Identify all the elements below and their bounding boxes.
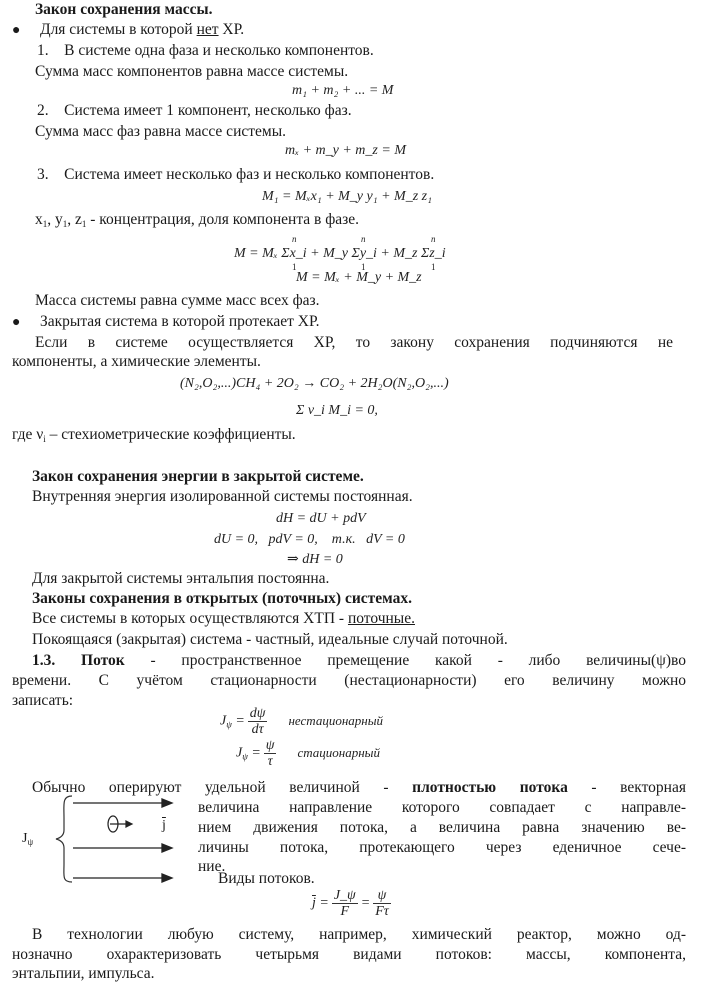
case-1-sum-text: Сумма масс компонентов равна массе системы.	[35, 63, 349, 80]
flow-arrow	[73, 799, 172, 807]
final-line-3: энтальпии, импульса.	[12, 965, 155, 982]
flow-definition-line-2: времени. С учётом стационарности (нестационарности) его величину можно	[12, 672, 686, 689]
final-line-2: нозначно охарактеризовать четырьмя видами потоков: массы, компонента,	[12, 946, 686, 963]
density-line-4: ние.	[198, 858, 226, 875]
density-intro: Обычно оперируют удельной величиной - плотностью потока - векторная	[32, 779, 686, 796]
particle-vector-icon	[108, 816, 132, 832]
mass-section-title: Закон сохранения массы.	[35, 1, 213, 18]
formula-case-1: m₁ + m₂ + ... = M	[292, 83, 394, 98]
open-line-1: Все системы в которых осуществляются ХТП - поточные.	[32, 610, 415, 627]
bullet-icon: ●	[12, 315, 21, 330]
formula-conditions: dU = 0, pdV = 0, т.к. dV = 0	[214, 532, 405, 547]
formula-total-mass: M = Mₓ + M_y + M_z	[296, 270, 422, 285]
flow-diagram	[50, 794, 180, 884]
density-line-3: личины потока, протекающего через еденичное сече-	[198, 839, 686, 856]
total-mass-text: Масса системы равна сумме масс всех фаз.	[35, 292, 320, 309]
nonstationary-label: нестационарный	[288, 712, 384, 728]
open-line-2: Покоящаяся (закрытая) система - частный, идеальные случай поточной.	[32, 631, 508, 648]
density-line-2: нием движения потока, а величина равна значению ве-	[198, 819, 686, 836]
reaction-text-2: компоненты, а химические элементы.	[12, 353, 261, 370]
formula-nonstationary: $J_\psi$ = $\frac{d\psi}{d\tau}$ нестационарный	[220, 706, 384, 737]
case-2-sum-text: Сумма масс фаз равна массе системы.	[35, 123, 286, 140]
formula-enthalpy: dH = dU + pdV	[276, 511, 366, 526]
formula-stoichiometry: Σ ν_i M_i = 0,	[296, 403, 378, 418]
energy-section-title: Закон сохранения энергии в закрытой системе.	[32, 468, 364, 485]
final-line-1: В технологии любую систему, например, химический реактор, можно од-	[32, 926, 686, 943]
case-2: 2. Система имеет 1 компонент, несколько фаз.	[37, 102, 352, 119]
sum-upper-limit: n	[361, 234, 366, 244]
sum-upper-limit: n	[431, 234, 436, 244]
concentration-line: $x_1$, $y_1$, $z_1$ - концентрация, доля компонента в фазе.	[35, 211, 360, 229]
formula-sum-components: M = Mₓ Σx_i + M_y Σy_i + M_z Σz_i	[234, 246, 446, 261]
formula-sum-components-block	[234, 236, 494, 272]
bullet-no-reaction: Для системы в которой нет ХР.	[40, 21, 245, 38]
case-3: 3. Система имеет несколько фаз и несколько компонентов.	[37, 166, 435, 183]
flow-definition-line-1: 1.3. Поток - пространственное премещение какой - либо величины(ψ)во	[32, 652, 687, 669]
flow-arrow	[73, 874, 172, 882]
stationary-label: стационарный	[297, 744, 380, 760]
formula-case-3: M₁ = Mₓx₁ + M_y y₁ + M_z z₁	[262, 189, 432, 204]
energy-text: Внутренняя энергия изолированной системы постоянная.	[32, 488, 413, 505]
bullet-closed-reaction: Закрытая система в которой протекает ХР.	[40, 313, 320, 330]
formula-dh-zero: ⇒ dH = 0	[287, 552, 343, 567]
formula-stationary: $J_\psi$ = $\frac{\psi}{\tau}$ стационарный	[236, 738, 380, 769]
formula-case-2: mₓ + m_y + m_z = M	[285, 143, 406, 158]
formula-flux-density: $\overline{j}$ = $\frac{J\_\psi}{F}$ = $\frac{\psi}{F\tau}$	[312, 888, 389, 919]
sum-lower-limit: 1	[431, 262, 436, 272]
open-section-title: Законы сохранения в открытых (поточных) системах.	[32, 590, 412, 607]
energy-conclusion: Для закрытой системы энтальпия постоянна.	[32, 570, 330, 587]
sum-upper-limit: n	[292, 234, 297, 244]
stoichiometry-text: где $\nu_i$ – стехиометрические коэффициенты.	[12, 426, 296, 444]
formula-reaction: (N₂,O₂,...)CH₄ + 2O₂ → CO₂ + 2H₂O(N₂,O₂,...)	[180, 376, 449, 391]
case-1: 1. В системе одна фаза и несколько компонентов.	[37, 42, 374, 59]
flux-label: $J_\psi$	[22, 831, 34, 847]
flow-arrow	[73, 844, 172, 852]
kinds-title: Виды потоков.	[218, 870, 315, 887]
sum-lower-limit: 1	[292, 262, 297, 272]
flow-definition-line-3: записать:	[12, 692, 74, 709]
vector-j-label: $\overline{j}$	[162, 818, 166, 833]
bullet-icon: ●	[12, 23, 21, 38]
brace-icon	[56, 796, 72, 882]
reaction-text-1: Если в системе осуществляется ХР, то закону сохранения подчиняются не	[35, 334, 673, 351]
density-line-1: величина направление которого совпадает с направле-	[198, 799, 686, 816]
sum-lower-limit: 1	[361, 262, 366, 272]
